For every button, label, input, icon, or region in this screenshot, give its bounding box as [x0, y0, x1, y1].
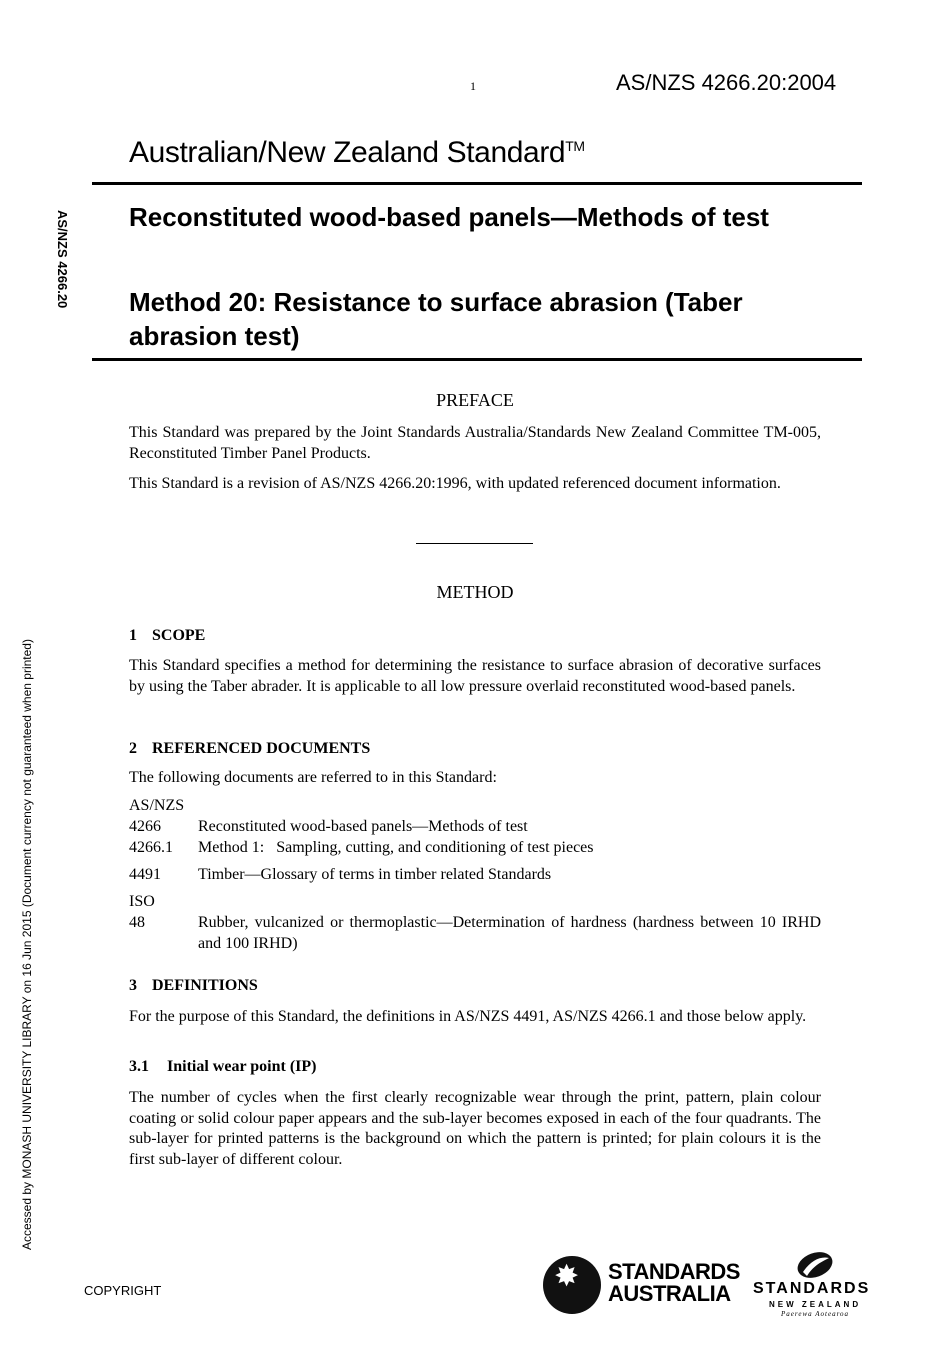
references-heading [129, 740, 370, 758]
definition-text: The number of cycles when the first clearly recognizable wear through the print, pattern, plain colour coating or solid colour paper appears and the sub-layer becomes exposed in each of the four quadrants. The sub-layer for printed patterns is the background on which the pattern is printed; for plain colours it is the first sub-layer of different colour. [129, 1089, 821, 1168]
preface-paragraph: This Standard is a revision of AS/NZS 4266.20:1996, with updated referenced document information. [129, 475, 781, 492]
section-number: 2 [129, 740, 137, 757]
trademark-mark: TM [565, 138, 585, 154]
reference-title: Method 1: Sampling, cutting, and conditioning of test pieces [198, 839, 594, 856]
standard-heading [129, 136, 585, 170]
star-icon: ✸ [554, 1260, 580, 1293]
heading-rule-bottom [92, 358, 862, 361]
fern-mark-icon [793, 1250, 837, 1280]
reference-title: Rubber, vulcanized or thermoplastic—Determination of hardness (hardness between 10 IRHD and 100 IRHD) [198, 914, 821, 952]
document-id: AS/NZS 4266.20:2004 [616, 70, 837, 95]
definition-heading [129, 1058, 316, 1076]
standards-australia-logo [543, 1256, 743, 1316]
section-number: 1 [129, 627, 137, 644]
copyright-notice: COPYRIGHT [84, 1283, 162, 1298]
references-intro: The following documents are referred to in this Standard: [129, 769, 497, 786]
section-number: 3 [129, 977, 137, 994]
reference-code: 48 [129, 914, 145, 931]
standards-nz-wordmark: STANDARDS [753, 1280, 871, 1297]
heading-rule-top [92, 182, 862, 185]
standards-australia-wordmark: STANDARDS AUSTRALIA [608, 1259, 740, 1306]
reference-code: 4491 [129, 866, 161, 883]
section-divider [416, 543, 533, 544]
preface-paragraph: This Standard was prepared by the Joint Standards Australia/Standards New Zealand Committee TM-005, Reconstituted Timber Panel Products. [129, 424, 821, 462]
document-title: Reconstituted wood-based panels—Methods of test [129, 202, 769, 232]
preface-heading: PREFACE [436, 390, 514, 410]
standards-australia-emblem [543, 1256, 601, 1314]
reference-group-label: AS/NZS [129, 797, 185, 814]
definitions-text: For the purpose of this Standard, the definitions in AS/NZS 4491, AS/NZS 4266.1 and those below apply. [129, 1008, 807, 1025]
reference-group-label: ISO [129, 893, 155, 910]
side-document-id: AS/NZS 4266.20 [55, 210, 70, 309]
reference-item [129, 913, 821, 954]
reference-code: 4266 [129, 818, 161, 835]
standards-nz-subtitle: NEW ZEALAND [769, 1300, 862, 1309]
page-number: 1 [470, 79, 476, 93]
method-title: Method 20: Resistance to surface abrasion (Taber abrasion test) [129, 287, 743, 351]
reference-item [129, 838, 821, 859]
reference-item [129, 865, 821, 886]
reference-title: Timber—Glossary of terms in timber related Standards [198, 866, 552, 883]
standards-nz-maori-text: Paerewa Aotearoa [781, 1310, 850, 1318]
definitions-heading [129, 977, 258, 995]
reference-code: 4266.1 [129, 839, 173, 856]
reference-title: Reconstituted wood-based panels—Methods of test [198, 818, 528, 835]
definition-title: Initial wear point (IP) [167, 1058, 317, 1075]
section-title: REFERENCED DOCUMENTS [152, 740, 371, 757]
standards-new-zealand-logo [753, 1250, 873, 1320]
section-title: DEFINITIONS [152, 977, 258, 994]
definition-number: 3.1 [129, 1058, 149, 1075]
standard-heading-text: Australian/New Zealand Standard [129, 136, 566, 169]
reference-item [129, 817, 821, 838]
access-notice: Accessed by MONASH UNIVERSITY LIBRARY on 16 Jun 2015 (Document currency not guaranteed when printed) [20, 639, 34, 1250]
section-title: SCOPE [152, 627, 206, 644]
scope-text: This Standard specifies a method for determining the resistance to surface abrasion of decorative surfaces by using the Taber abrader. It is applicable to all low pressure overlaid reconstituted wood-based panels. [129, 657, 821, 695]
scope-heading [129, 627, 205, 645]
method-heading: METHOD [436, 582, 514, 602]
